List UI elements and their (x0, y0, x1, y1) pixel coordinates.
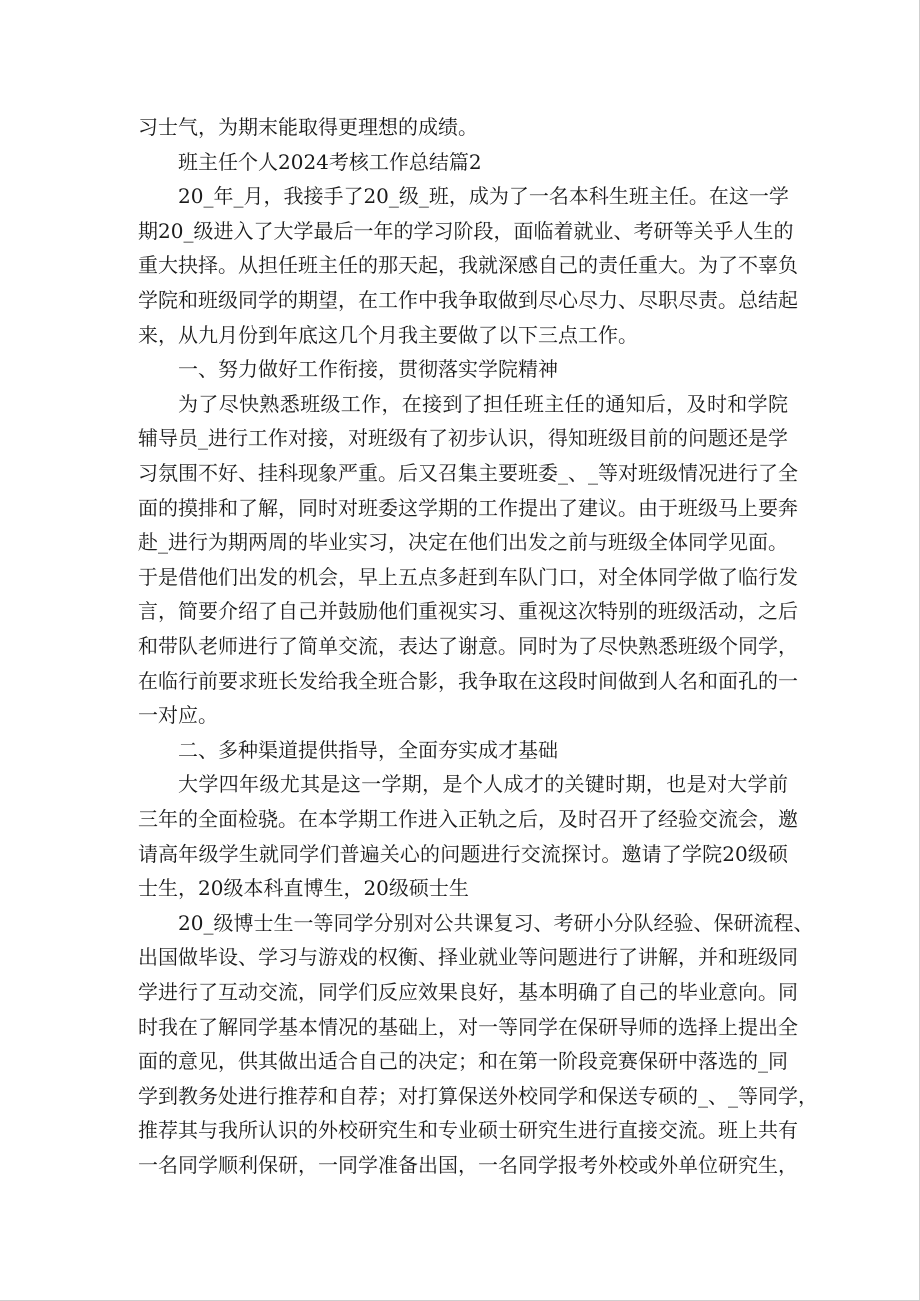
text-line: 在临行前要求班长发给我全班合影，我争取在这段时间做到人名和面孔的一 (138, 668, 798, 693)
text-line: 辅导员_进行工作对接，对班级有了初步认识，得知班级目前的问题还是学 (138, 426, 788, 451)
text-line: 和带队老师进行了简单交流，表达了谢意。同时为了尽快熟悉班级个同学， (138, 634, 798, 658)
text-line: 三年的全面检骁。在本学期工作进入正轨之后，及时召开了经验交流会，邀 (138, 807, 798, 831)
text-line: 学到教务处进行推荐和自荐；对打算保送外校同学和保送专硕的_、_等同学， (138, 1083, 818, 1108)
text-line: 一、努力做好工作衔接，贯彻落实学院精神 (178, 357, 558, 382)
text-line: 出国做毕设、学习与游戏的权衡、择业就业等问题进行了讲解，并和班级同 (138, 945, 798, 970)
text-line: 重大抉择。从担任班主任的那天起，我就深感自己的责任重大。为了不辜负 (138, 253, 798, 278)
text-line: 时我在了解同学基本情况的基础上，对一等同学在保研导师的选择上提出全 (138, 1014, 798, 1039)
text-line: 面的摸排和了解，同时对班委这学期的工作提出了建议。由于班级马上要奔 (138, 495, 798, 520)
text-line: 习士气，为期末能取得更理想的成绩。 (138, 115, 478, 139)
text-line: 学进行了互动交流，同学们反应效果良好，基本明确了自己的毕业意向。同 (138, 980, 798, 1004)
text-line: 大学四年级尤其是这一学期，是个人成才的关键时期，也是对大学前 (178, 772, 788, 797)
text-line: 请高年级学生就同学们普遍关心的问题进行交流探讨。邀请了学院20级硕 (138, 841, 788, 866)
text-line: 二、多种渠道提供指导，全面夯实成才基础 (178, 737, 558, 762)
text-line: 于是借他们出发的机会，早上五点多赶到车队门口，对全体同学做了临行发 (138, 564, 798, 589)
text-line: 一对应。 (138, 703, 218, 728)
text-line: 一名同学顺利保研，一同学准备出国，一名同学报考外校或外单位研究生， (138, 1153, 798, 1177)
text-line: 习氛围不好、挂科现象严重。后又召集主要班委_、_等对班级情况进行了全 (138, 461, 798, 485)
text-line: 20_年_月，我接手了20_级_班，成为了一名本科生班主任。在这一学 (178, 184, 789, 209)
text-line: 20_级博士生一等同学分别对公共课复习、考研小分队经验、保研流程、 (178, 910, 814, 935)
text-line: 来，从九月份到年底这几个月我主要做了以下三点工作。 (138, 322, 638, 347)
text-line: 推荐其与我所认识的外校研究生和专业硕士研究生进行直接交流。班上共有 (138, 1118, 798, 1143)
text-line: 学院和班级同学的期望，在工作中我争取做到尽心尽力、尽职尽责。总结起 (138, 288, 798, 312)
text-line: 言，简要介绍了自己并鼓励他们重视实习、重视这次特别的班级活动，之后 (138, 599, 798, 624)
text-line: 赴_进行为期两周的毕业实习，决定在他们出发之前与班级全体同学见面。 (138, 530, 788, 555)
text-line: 期20_级进入了大学最后一年的学习阶段，面临着就业、考研等关乎人生的 (138, 218, 794, 243)
text-line: 班主任个人2024考核工作总结篇2 (178, 149, 482, 174)
text-line: 为了尽快熟悉班级工作，在接到了担任班主任的通知后，及时和学院 (178, 391, 788, 416)
text-line: 面的意见，供其做出适合自己的决定；和在第一阶段竞赛保研中落选的_同 (138, 1049, 788, 1074)
text-line: 士生，20级本科直博生，20级硕士生 (138, 876, 469, 901)
